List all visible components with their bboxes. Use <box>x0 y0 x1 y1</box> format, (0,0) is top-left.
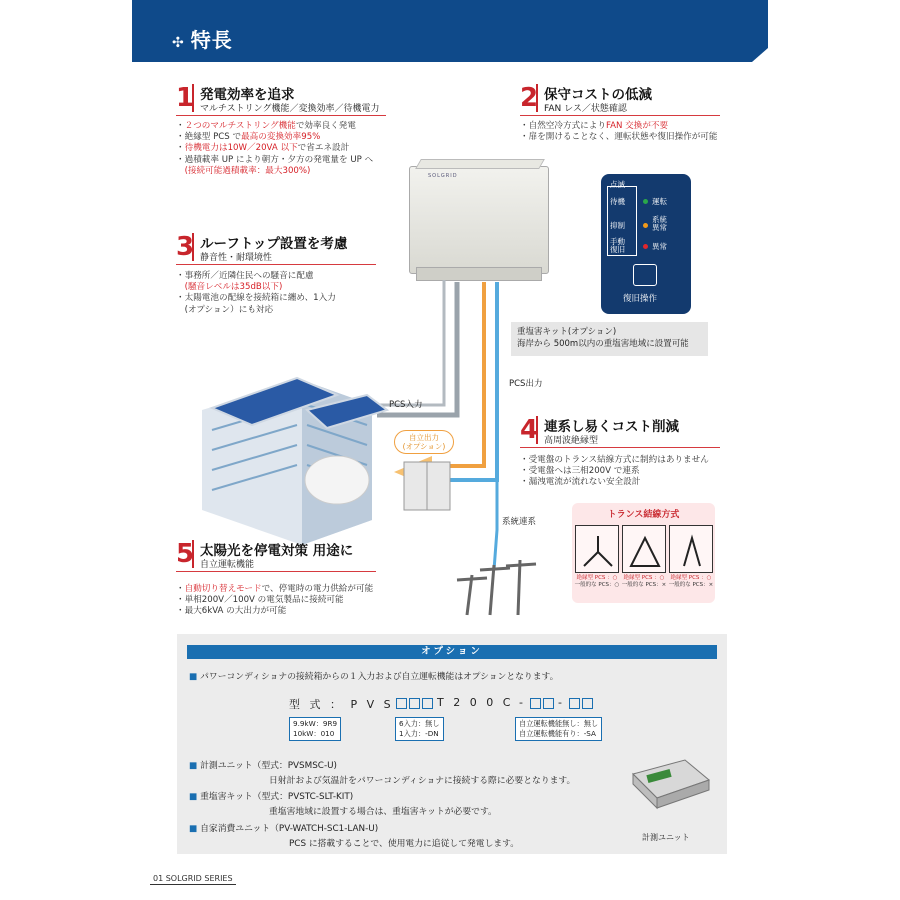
panel-title: 点滅 <box>610 180 625 189</box>
self-output-badge: 自立出力 (オプション) <box>394 430 454 454</box>
bullet-line: (騒音レベルは35dB以下) <box>184 282 283 293</box>
cubicle-image <box>404 462 450 510</box>
option-item-1-title: ■ 計測ユニット（型式：PVSMSC-U) <box>189 761 337 771</box>
model-slot <box>396 698 407 709</box>
transformer-diagram-icon <box>622 525 666 573</box>
salt-note-title: 重塩害キット(オプション) <box>517 327 617 337</box>
transformer-diagram-icon <box>669 525 713 573</box>
grid-label: 系統連系 <box>502 517 537 527</box>
page <box>132 0 768 900</box>
recover-label: 復旧操作 <box>623 294 658 304</box>
input-key: 6入力：無し 1入力：-DN <box>395 717 444 741</box>
bullet-line: ・２つのマルチストリング機能で効率良く発電 <box>176 121 356 131</box>
transformer-caption-2: 絶縁型 PCS ：○ 一般的な PCS：× <box>621 575 667 588</box>
bullet-line: (接続可能過積載率：最大300%) <box>184 165 311 176</box>
feature-title: 発電効率を追求 <box>200 87 295 103</box>
bullet-line: ・待機電力は10W／20VA 以下で省エネ設計 <box>176 143 350 154</box>
transformer-title: トランス結線方式 <box>607 510 680 520</box>
bullet-line: ・最大6kVA の大出力が可能 <box>176 606 287 617</box>
feature-title: 太陽光を停電対策 用途に <box>200 543 354 559</box>
sparkle-icon: ✣ <box>172 35 185 51</box>
model-mid: T 2 0 0 C <box>437 696 514 709</box>
pcs-brand: SOLGRID <box>428 173 458 179</box>
feature-number: 1 <box>176 83 195 113</box>
transformer-diagram-icon <box>575 525 619 573</box>
bullet-line: ・受電盤のトランス結線方式に制約はありません <box>520 455 709 465</box>
transformer-caption-3: 絶縁型 PCS ：○ 一般的な PCS：× <box>668 575 714 588</box>
feature-number: 5 <box>176 539 195 569</box>
feature-underline <box>176 571 376 572</box>
bullet-line: ・絶縁型 PCS で最高の変換効率95% <box>176 132 321 143</box>
transformer-caption-1: 絶縁型 PCS ：○ 一般的な PCS：○ <box>574 575 620 588</box>
feature-number: 4 <box>520 415 539 445</box>
bullet-line: ・過積載率 UP により朝方・夕方の発電量を UP へ <box>176 154 374 165</box>
unit-caption: 計測ユニット <box>642 833 690 842</box>
feature-5-bullets <box>176 584 373 618</box>
panel-label-grid-error: 系統 異常 <box>652 215 667 232</box>
options-header: オプション <box>187 645 717 659</box>
feature-title: 連系し易くコスト削減 <box>544 419 679 435</box>
model-number <box>289 696 394 712</box>
feature-subtitle: 自立運転機能 <box>200 560 255 570</box>
bullet-line: ・単相200V／100V の電気製品に接続可能 <box>176 595 344 606</box>
feature-subtitle: マルチストリング機能／変換効率／待機電力 <box>200 104 380 114</box>
panel-label-suppress: 抑制 <box>610 221 625 230</box>
bullet-line: ・自動切り替えモードで、停電時の電力供給が可能 <box>176 584 374 594</box>
panel-label-error: 異常 <box>652 242 667 251</box>
option-item-2-title: ■ 重塩害キット（型式：PVSTC-SLT-KIT) <box>189 792 354 802</box>
feature-4-bullets <box>520 455 709 489</box>
feature-subtitle: FAN レス／状態確認 <box>544 104 627 114</box>
square-bullet-icon: ■ <box>189 672 198 682</box>
feature-title: ルーフトップ設置を考慮 <box>200 236 348 252</box>
options-intro: ■ パワーコンディショナの接続箱からの１入力および自立運転機能はオプションとなります。 <box>189 672 559 682</box>
bullet-line: ・太陽電池の配線を接続箱に纏め、1入力 <box>176 293 336 304</box>
model-prefix: 型 式 ： P V S <box>289 698 394 711</box>
measurement-unit-image <box>627 754 713 812</box>
panel-label-run: 運転 <box>652 197 667 206</box>
panel-label-standby: 待機 <box>610 197 625 206</box>
page-footer: 01 SOLGRID SERIES <box>153 874 233 883</box>
model-slot <box>569 698 580 709</box>
feature-number: 3 <box>176 232 195 262</box>
salt-kit-note <box>511 322 708 356</box>
feature-subtitle: 静音性・耐環境性 <box>200 253 273 263</box>
pcs-input-line <box>367 280 457 415</box>
transformer-connection-box <box>572 503 715 603</box>
bullet-line: ・受電盤へは三相200V で連系 <box>520 466 640 477</box>
option-item-1-desc: 日射計および気温計をパワーコンディショナに接続する際に必要となります。 <box>269 776 576 786</box>
pcs-output-label: PCS出力 <box>509 379 543 389</box>
model-slot <box>543 698 554 709</box>
option-item-3-title: ■ 自家消費ユニット（PV-WATCH-SC1-LAN-U) <box>189 824 379 834</box>
option-item-3-desc: PCS に搭載することで、使用電力に追従して発電します。 <box>289 839 520 849</box>
feature-number: 2 <box>520 83 539 113</box>
salt-note-body: 海岸から 500m以内の重塩害地域に設置可能 <box>517 339 689 349</box>
model-slot <box>582 698 593 709</box>
feature-underline <box>520 447 720 448</box>
feature-title: 保守コストの低減 <box>544 87 652 103</box>
bullet-line: (オプション）にも対応 <box>176 304 274 315</box>
feature-subtitle: 高周波絶縁型 <box>544 436 599 446</box>
pcs-input-label: PCS入力 <box>389 400 423 410</box>
bullet-line: ・漏洩電流が流れない安全設計 <box>520 477 641 488</box>
capacity-key: 9.9kW：9R9 10kW：010 <box>289 717 341 741</box>
option-item-2-desc: 重塩害地域に設置する場合は、重塩害キットが必要です。 <box>269 807 497 817</box>
options-box <box>177 634 727 854</box>
utility-pole-image <box>457 560 536 615</box>
footer-line <box>150 884 236 885</box>
bullet-line: ・扉を開けることなく、運転状態や復旧操作が可能 <box>520 132 718 143</box>
building-image <box>202 378 387 545</box>
panel-label-manual: 手動 復旧 <box>610 237 625 254</box>
model-slot <box>409 698 420 709</box>
bullet-line: ・事務所／近隣住民への騒音に配慮 <box>176 271 314 281</box>
model-dash: - <box>519 696 526 709</box>
selfrun-key: 自立運転機能無し：無し 自立運転機能有り：-SA <box>515 717 602 741</box>
model-dash: - <box>558 696 565 709</box>
section-title-text: 特長 <box>190 28 233 52</box>
bullet-line: ・自然空冷方式によりFAN 交換が不要 <box>520 121 669 131</box>
model-slot <box>530 698 541 709</box>
model-slot <box>422 698 433 709</box>
